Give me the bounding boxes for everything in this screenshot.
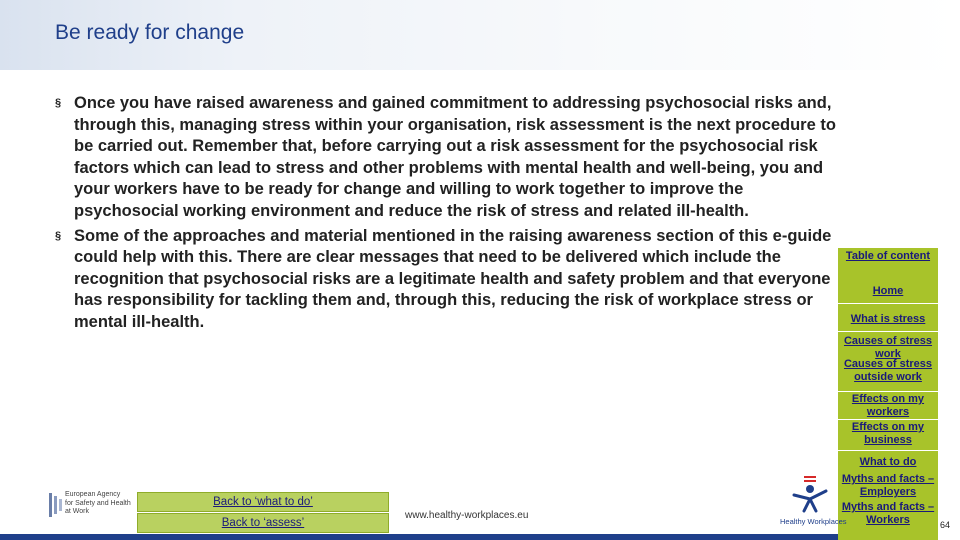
campaign-figure-icon [780, 473, 842, 515]
footer-url[interactable]: www.healthy-workplaces.eu [405, 510, 529, 521]
sidebar-item-causes-outside-work[interactable]: Causes of stress outside work [843, 358, 933, 383]
bullet-item [55, 226, 845, 334]
sidebar-item-what-to-do[interactable]: What to do [859, 456, 917, 468]
campaign-name: Healthy Workplaces [780, 517, 847, 526]
bullet-list [55, 93, 845, 337]
sidebar-nav [838, 248, 938, 540]
agency-line: European Agency [65, 491, 121, 498]
sidebar-item-causes-work[interactable]: Causes of stress work [843, 335, 933, 360]
agency-emblem-icon [48, 491, 64, 519]
sidebar-divider [838, 419, 938, 420]
back-to-assess-button[interactable]: Back to ‘assess’ [137, 513, 389, 533]
bullet-marker: § [55, 229, 62, 242]
bullet-text: Once you have raised awareness and gained commitment to addressing psychosocial risks and, through this, managing stress within your organisation, risk assessment is the next procedure to be carried out. Remember that, before carrying out a risk assessment for the psychosocial risk factors which can lead to stress and other problems with mental health and well-being, you and your workers have to be ready for change and willing to work together to improve the psychosocial working environment and reduce the risk of stress and related ill-health. [74, 94, 836, 220]
sidebar-item-what-is-stress[interactable]: What is stress [850, 313, 926, 325]
bullet-text: Some of the approaches and material mentioned in the raising awareness section of this e-guide could help with this. There are clear messages that need to be delivered which include the recognition that psychosocial risks are a legitimate health and safety problem and that everyone has responsibility for tackling them and, through this, reducing the risk of workplace stress or mental ill-health. [74, 226, 832, 331]
page-number: 64 [940, 520, 951, 530]
bullet-marker: § [55, 97, 62, 109]
euosha-logo [48, 491, 138, 521]
agency-name [65, 491, 131, 517]
sidebar-divider [838, 331, 938, 332]
sidebar-divider [838, 450, 938, 451]
sidebar-item-myths-workers[interactable]: Myths and facts – Workers [841, 501, 935, 526]
healthy-workplaces-logo [780, 473, 847, 528]
slide-title: Be ready for change [55, 21, 245, 44]
sidebar-item-myths-employers[interactable]: Myths and facts – Employers [841, 473, 935, 498]
sidebar-divider [838, 391, 938, 392]
agency-line: at Work [65, 508, 89, 515]
bullet-item [55, 93, 845, 223]
sidebar-item-home[interactable]: Home [872, 285, 904, 297]
sidebar-item-effects-business[interactable]: Effects on my business [851, 421, 925, 446]
sidebar-divider [838, 303, 938, 304]
agency-line: for Safety and Health [65, 499, 131, 507]
bottom-bar [0, 534, 838, 540]
sidebar-item-effects-workers[interactable]: Effects on my workers [851, 393, 925, 418]
back-to-what-to-do-button[interactable]: Back to ‘what to do’ [137, 492, 389, 512]
sidebar-item-table-of-content[interactable]: Table of content [845, 250, 931, 262]
